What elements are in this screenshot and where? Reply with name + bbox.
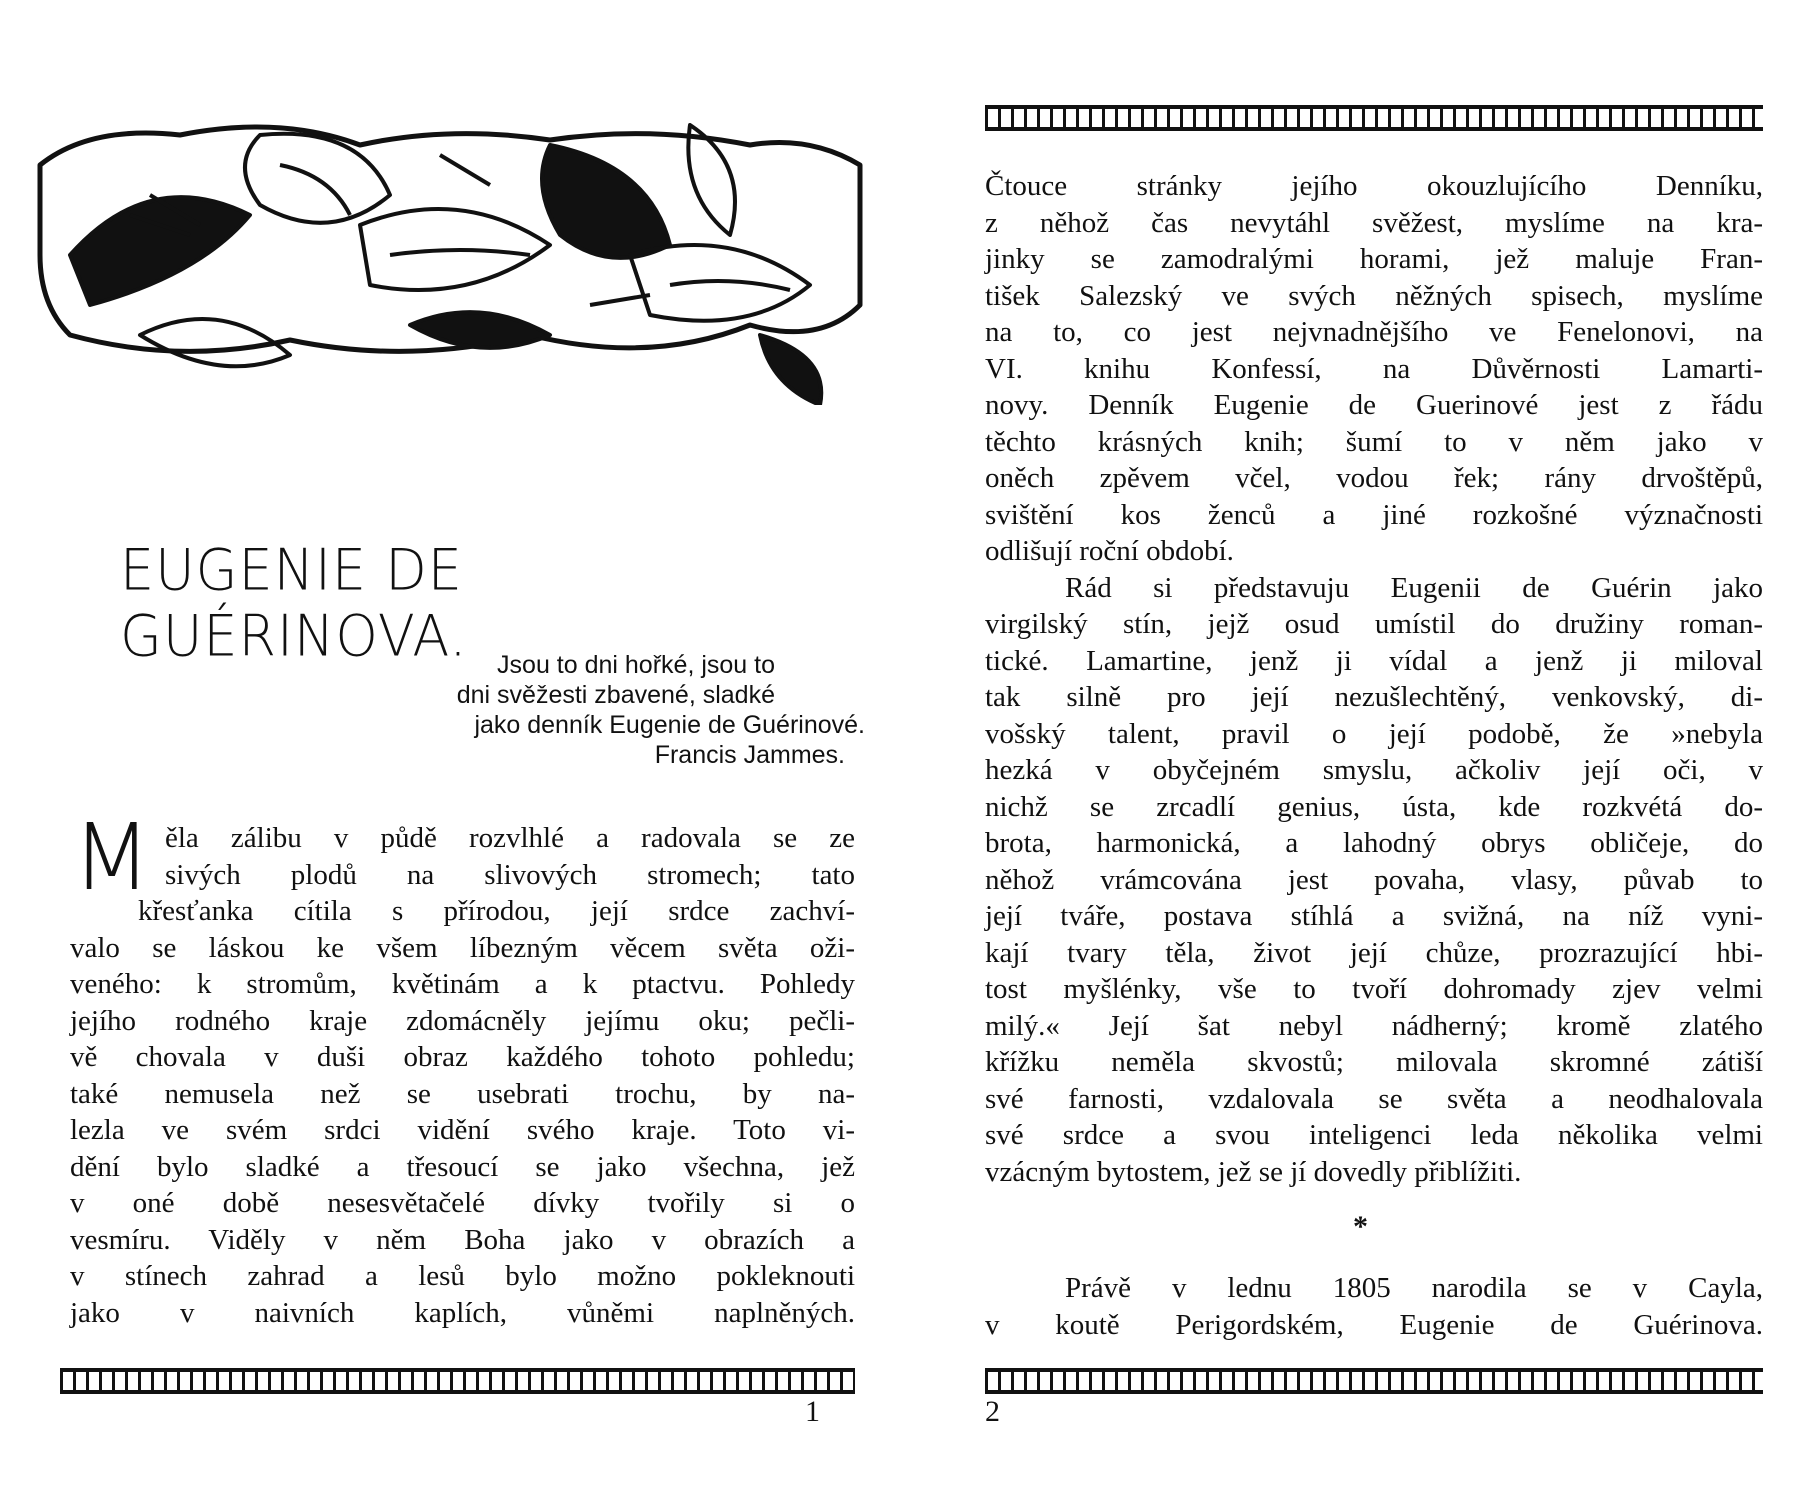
left-body-text <box>70 804 855 1331</box>
text-line: veného: k stromům, květinám a k ptactvu. Pohledy <box>70 968 855 1000</box>
epigraph-line: dni svěžesti zbavené, sladké <box>456 681 775 709</box>
text-line: křesťanka cítila s přírodou, její srdce zachví- <box>138 895 855 927</box>
epigraph <box>60 650 865 770</box>
text-line: svištění kos ženců a jiné rozkošné význačnosti <box>985 498 1763 531</box>
text-line: těchto krásných knih; šumí to v něm jako v <box>985 425 1763 458</box>
text-line: odlišují roční období. <box>985 535 1234 567</box>
epigraph-line: jako denník Eugenie de Guérinové. <box>474 711 865 739</box>
text-line: vesmíru. Viděly v něm Boha jako v obrazích a <box>70 1223 855 1256</box>
page-number: 2 <box>985 1395 1000 1428</box>
epigraph-author: Francis Jammes. <box>654 741 845 769</box>
text-line: virgilský stín, jejž osud umístil do družiny roman- <box>985 608 1763 640</box>
text-line: jinky se zamodralými horami, jež maluje Fran- <box>985 243 1763 275</box>
text-line: vošský talent, pravil o její podobě, že »nebyla <box>985 717 1763 750</box>
text-line: Čtouce stránky jejího okouzlujícího Denníku, <box>985 170 1763 202</box>
text-line: valo se láskou ke všem líbezným věcem světa oži- <box>70 931 855 964</box>
text-line: z něhož čas nevytáhl svěžest, myslíme na kra- <box>985 206 1763 239</box>
text-line: její tváře, postava stíhlá a svižná, na níž vyni- <box>985 900 1763 932</box>
right-page <box>985 0 1765 1500</box>
left-page <box>60 0 865 1500</box>
page-number: 1 <box>805 1395 820 1428</box>
text-line: milý.« Její šat nebyl nádherný; kromě zlatého <box>985 1009 1763 1042</box>
text-line: v stínech zahrad a lesů bylo možno pokleknouti <box>70 1260 855 1292</box>
text-line: tost myšlénky, vše to tvoří dohromady zjev velmi <box>985 973 1763 1005</box>
floral-ornament <box>30 105 880 405</box>
text-line: něhož vrámcována jest povaha, vlasy, půvab to <box>985 863 1763 896</box>
text-line: také nemusela než se usebrati trochu, by na- <box>70 1077 855 1110</box>
section-separator: * <box>1353 1210 1368 1243</box>
page-title: EUGENIE DE GUÉRINOVA. <box>120 536 468 670</box>
text-line: křížku neměla skvostů; milovala skromné zátiší <box>985 1046 1763 1078</box>
text-line: své farnosti, vzdalovala se světa a neodhalovala <box>985 1082 1763 1115</box>
text-line: oněch zpěvem včel, vodou řek; rány drvoštěpů, <box>985 462 1763 494</box>
text-line: VI. knihu Konfessí, na Důvěrnosti Lamarti- <box>985 352 1763 385</box>
right-body-text <box>985 168 1763 1190</box>
epigraph-line: Jsou to dni hořké, jsou to <box>497 651 775 679</box>
drop-cap: M <box>72 804 152 911</box>
text-line: ěla zálibu v půdě rozvlhlé a radovala se ze <box>165 822 855 854</box>
text-line: nichž se zrcadlí genius, ústa, kde rozkvétá do- <box>985 790 1763 823</box>
text-line: lezla ve svém srdci vidění svého kraje. Toto vi- <box>70 1114 855 1146</box>
text-line: novy. Denník Eugenie de Guerinové jest z řádu <box>985 389 1763 421</box>
text-line: hezká v obyčejném smyslu, ačkoliv její oči, v <box>985 754 1763 786</box>
text-line: jako v naivních kaplích, vůněmi naplněných. <box>70 1296 855 1329</box>
text-line: vzácným bytostem, jež se jí dovedly přiblížiti. <box>985 1155 1522 1188</box>
text-line: sivých plodů na slivových stromech; tato <box>165 858 855 891</box>
text-line: vě chovala v duši obraz každého tohoto pohledu; <box>70 1041 855 1073</box>
text-line: Rád si představuju Eugenii de Guérin jako <box>1065 571 1763 604</box>
ornamental-band <box>985 1368 1763 1394</box>
text-line: jejího rodného kraje zdomácněly jejímu oku; pečli- <box>70 1004 855 1037</box>
text-line: tišek Salezský ve svých něžných spisech, myslíme <box>985 279 1763 312</box>
text-line: kají tvary těla, život její chůze, prozrazující hbi- <box>985 936 1763 969</box>
text-line: v oné době nesesvětačelé dívky tvořily si o <box>70 1187 855 1219</box>
text-line: brota, harmonická, a lahodný obrys obličeje, do <box>985 827 1763 859</box>
text-line: tické. Lamartine, jenž ji vídal a jenž ji miloval <box>985 644 1763 677</box>
text-line: v koutě Perigordském, Eugenie de Guérinova. <box>985 1308 1763 1341</box>
text-line: tak silně pro její nezušlechtěný, venkovský, di- <box>985 681 1763 713</box>
right-body-text-continued <box>985 1270 1763 1343</box>
text-line: dění bylo sladké a třesoucí se jako všechna, jež <box>70 1150 855 1183</box>
text-line: na to, co jest nejvnadnějšího ve Fenelonovi, na <box>985 316 1763 348</box>
text-line: Právě v lednu 1805 narodila se v Cayla, <box>1065 1272 1763 1304</box>
ornamental-band <box>985 105 1763 131</box>
text-line: své srdce a svou inteligenci leda několika velmi <box>985 1119 1763 1151</box>
ornamental-band <box>60 1368 855 1394</box>
